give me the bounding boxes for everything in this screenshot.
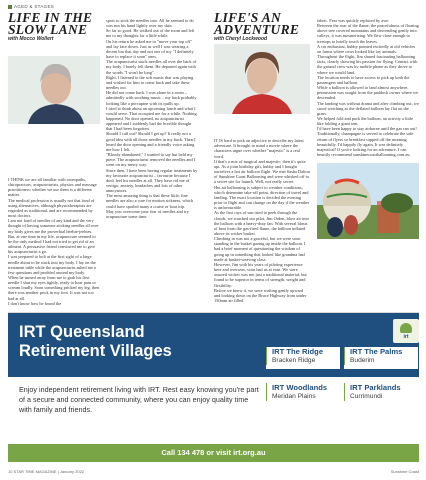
paragraph: He did not come back. I was alone in a room – admittedly with soothing music – my back probably looking like a porcupine with its quills up. — [106, 90, 197, 106]
footer-left: 10 STAR TIME MAGAZINE | January 2022 — [8, 469, 85, 474]
article-body — [214, 138, 310, 303]
paragraph: While a balloon is allowed to land almost anywhere, permission was sought from the paddock owner where we descended. — [317, 85, 419, 101]
balloon-photo — [317, 163, 419, 239]
headline-line-1: LIFE IN THE — [8, 10, 93, 25]
irt-logo — [393, 319, 419, 343]
paragraph: The location needs to have access to pick up both the passengers and balloon. — [317, 74, 410, 85]
byline: with Cheryl Lockwood — [214, 36, 268, 42]
hot-air-balloon-image — [317, 163, 419, 239]
ad-call-to-action[interactable]: Call 134 478 or visit irt.org.au — [8, 444, 419, 462]
paragraph: Since then, I have been having regular treatments by my favourite acupuncturist – favourite because I don't feel his needles at all. They have rid me of vertigo, anxiety, headaches and lots of other annoyances. — [106, 167, 198, 194]
location-name: IRT Woodlands — [266, 383, 340, 392]
paragraph: The landing was without drama and after climbing out, we stood watching as the deflated balloon lay flat on the grass. — [317, 100, 419, 116]
column-header — [8, 12, 100, 130]
byline: with Mocco Wollert — [8, 36, 54, 42]
paragraph: Before we knew it, we were wafting gently upward and looking down on the Bruce Highway from under 150mm air filled — [214, 287, 307, 303]
headline — [214, 12, 310, 36]
paragraph: On his return he asked me to "move your top off" and lay face down. Just as well I was wearing a decent bra that day and not one of my "I definitely have to replace it soon" ones. — [106, 38, 194, 60]
paragraph: The most amazing thing is that these little, fine needles are also a cure for motion sickness, which could have spoiled many a cruise or boat trip. — [106, 193, 193, 209]
portrait-image — [214, 44, 310, 114]
paragraph: Right, I listened to the soft music that was playing and wished for him to come back and take these needles out. — [106, 74, 194, 91]
location-woodlands[interactable] — [266, 383, 340, 405]
paragraph: fabric. Fear was quickly replaced by awe. — [317, 18, 390, 23]
headline-line-2: SLOW LANE — [8, 22, 88, 37]
paragraph: As the first rays of sun tried to peek through the clouds, we watched our pilot, Jim Orden, blow air into the balloon with a heavy-duty fan. With several blasts of heat from the gas-fired flame, the balloon inflated above its wicker basket. — [214, 210, 309, 236]
paragraph: So far so good. He walked out of the room and left me to my thoughts for a little while. — [106, 28, 195, 39]
location-the-ridge[interactable] — [266, 347, 340, 369]
paragraph: I don't know how he found the — [8, 300, 62, 306]
location-the-palms[interactable] — [344, 347, 418, 369]
paragraph: I am not fond of needles of any kind and the very thought of having someone sticking needles all over my body gives me the proverbial heebie-jeebies. — [8, 218, 99, 234]
irt-advertisement[interactable] — [8, 312, 419, 461]
paragraph: Between the roar of the flame, the peacefulness of floating above tree covered mountains and descending gently into valleys, it was mesmerising. We flew close enough to treetops to briefly touch the leaves. — [317, 23, 419, 44]
footer-right: Sunshine Coast — [390, 469, 419, 474]
location-name: IRT The Palms — [344, 347, 418, 356]
paragraph: We helped fold and pack the balloon, an activity a little like folding a giant tent. — [317, 115, 414, 127]
paragraph: Traditionally, champagne is served to celebrate the safe return of flyers so breakfast capped off the morning beautifully. I'd happily fly again. It was definitely majestical! If you're looking for an adventure, I can heartily recommend sunshinecoastballooning.com.au. — [317, 131, 414, 158]
paragraph: I THINK we are all familiar with osteopaths, chiropractors, acupuncturists, physios and massage practitioners; whether we use them is a different matter. — [8, 177, 97, 198]
paragraph: spots to stick the needles into. All he seemed to do was run his hand lightly over my skin. — [106, 18, 194, 29]
ad-title — [19, 323, 172, 361]
location-suburb: Bracken Ridge — [266, 356, 340, 365]
author-portrait — [214, 44, 310, 114]
section-label: AGED & STAGES — [14, 4, 55, 9]
headline — [8, 12, 100, 36]
column-continued-1 — [106, 18, 198, 219]
location-suburb: Buderim — [344, 356, 418, 365]
headline-line-1: LIFE'S AN — [214, 10, 282, 25]
paragraph: But, at one time in my life, acupuncture seemed to be the only method I had not tried to get rid of an ailment. A persuasive friend convinced me to give his acupuncturist a go. — [8, 233, 96, 255]
paragraph: I was prepared to bolt at the first sight of a large needle about to be stuck into my body. I lay on the treatment table while the acupuncturist asked me a few questions and prodded around my body. — [8, 254, 96, 275]
paragraph: IT IS hard to pick an adjective to describe my latest adventure. It brought to mind a movie where the characters argue over whether "majestic" is a real word. — [214, 138, 304, 159]
ad-tagline: Enjoy independent retirement living with IRT. Rest easy knowing you're part of a secure and connected community, where you can enjoy quality time with family and friends. — [19, 385, 259, 414]
paragraph: "Bloody abandoned," I wanted to say but held my piece. The acupuncturist removed the needles and I went on my merry way. — [106, 152, 196, 168]
page-footer — [8, 469, 419, 474]
headline-line-2: ADVENTURE — [214, 22, 300, 37]
author-portrait — [8, 56, 100, 124]
irt-logo-text: irt — [403, 334, 409, 340]
paragraph: When he turned away from me to grab his first needle I shut my eyes tightly, ready to hear pain or scream loudly. Soon something pricked my leg, then there was another prick in my foot. It was not too bad at all. — [8, 274, 100, 301]
paragraph: If that's a mix of magical and majestic, then it's quite apt. As a joint birthday gift, hubby and I bought ourselves a hot air balloon flight. We met Sasha Dalton of Sunshine Coast Ballooning and were whisked off to a secret site for launch. Well, not really secret. — [214, 158, 310, 185]
location-suburb: Currimundi — [344, 392, 418, 401]
paragraph: Throughout the flight, Jim shared fascinating ballooning facts, clearly showing his passion for flying. Contact with the ground crew was by mobile phone as they drove to where we would land. — [317, 54, 418, 75]
location-suburb: Meridan Plains — [266, 392, 340, 401]
paragraph: I tried to think about an upcoming lunch and what I would serve. That occupied me for a while. Nothing happened. No door opened, no acupuncturist appeared and I suddenly had the horrible thought that I had been forgotten. — [106, 105, 197, 132]
paragraph: I'd have been happy to stay airborne until the gas ran out! — [317, 126, 417, 132]
ad-title-line-2: Retirement Villages — [19, 342, 172, 360]
column-continued-2 — [317, 18, 419, 157]
location-name: IRT The Ridge — [266, 347, 340, 356]
location-parklands[interactable] — [344, 383, 418, 405]
portrait-image — [8, 56, 100, 124]
paragraph: May you overcome your fear of needles and try acupuncture some time. — [106, 208, 189, 219]
paragraph: However, Jim with his years of piloting experience here and overseas, soon had us at ease. We were assured wicker was not just a traditional material, but found to be superior in terms of strength, weight and flexibility. — [214, 261, 307, 288]
ad-title-line-1: IRT Queensland — [19, 323, 145, 341]
paragraph: Should I call out? Should I get up? It really not a good idea with all those needles in my back. Then I heard the door opening and a friendly voice asking me how I felt. — [106, 131, 196, 152]
paragraph: The acupuncturist stuck needles all over the back of my body. I barely felt them. He departed again with the words "I won't be long". — [106, 59, 197, 75]
column-life-in-the-slow-lane — [8, 0, 100, 306]
paragraph: Hot air ballooning is subject to weather conditions, which determine take-off point, direction of travel and landing. The exact location is decided the evening prior to flight and can change on the day if the weather is unfavourable. — [214, 184, 310, 211]
paragraph: The medical profession is usually not that fond of using alternatives, although physiotherapists are regarded as traditional, and are recommended by most doctors. — [8, 197, 95, 219]
article-body — [8, 177, 100, 306]
location-name: IRT Parklands — [344, 383, 418, 392]
paragraph: A car enthusiast, hubby pointed excitedly at old vehicles on farms where cows looked like toy animals. — [317, 43, 416, 54]
paragraph: Climbing in was not a graceful, but we were soon standing in the basket gazing up inside the balloon. I had a brief moment of questioning the wisdom of going up in something that looked like grandma had made at basket-weaving class. — [214, 236, 306, 262]
irt-logo-mark-icon — [400, 323, 412, 333]
column-lifes-an-adventure — [214, 0, 310, 303]
